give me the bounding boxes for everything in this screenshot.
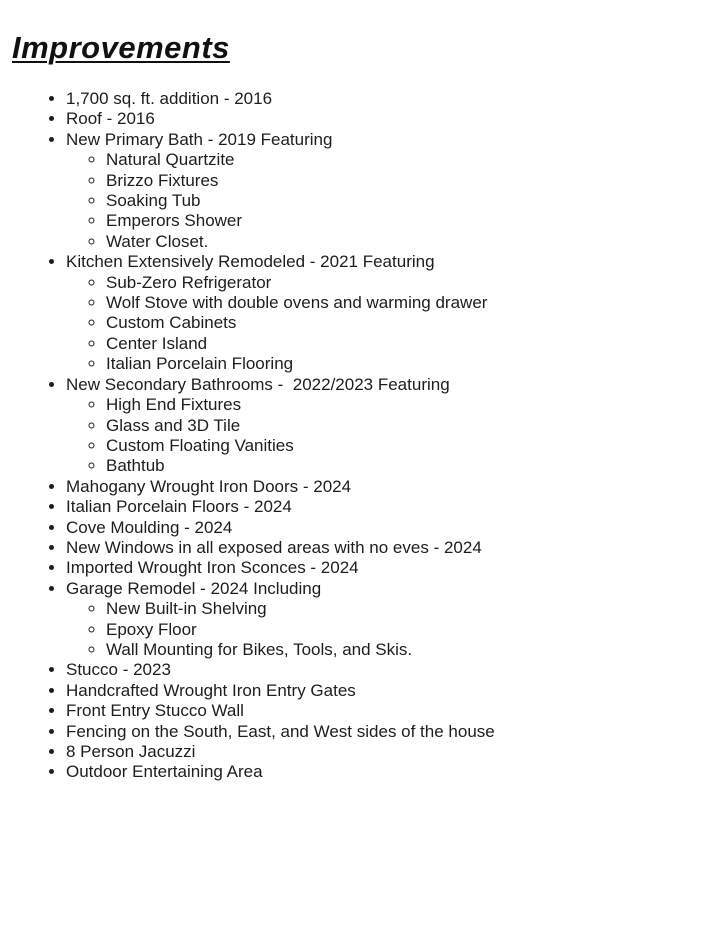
list-item-label: Cove Moulding - 2024 (66, 517, 233, 537)
list-item (66, 518, 718, 538)
list-item-label: New Secondary Bathrooms - 2022/2023 Featuring (66, 374, 450, 394)
sub-list-item-label: Natural Quartzite (106, 150, 235, 170)
sub-list-item (106, 395, 718, 415)
list-item (66, 375, 718, 477)
list-item (66, 660, 718, 680)
sub-list-item (106, 273, 718, 293)
list-item-label: Stucco - 2023 (66, 660, 171, 680)
list-item (66, 742, 718, 762)
sub-list-item (106, 211, 718, 231)
list-item (66, 722, 718, 742)
sub-list-item (106, 313, 718, 333)
sub-list-item-label: Soaking Tub (106, 191, 201, 211)
sub-list-item-label: Epoxy Floor (106, 619, 197, 639)
list-item (66, 497, 718, 517)
sub-list (66, 150, 718, 252)
sub-list-item (106, 599, 718, 619)
list-item (66, 701, 718, 721)
sub-list (66, 395, 718, 477)
improvements-list (0, 89, 718, 783)
list-item-label: 8 Person Jacuzzi (66, 742, 196, 761)
sub-list-item (106, 150, 718, 170)
list-item-label: Handcrafted Wrought Iron Entry Gates (66, 680, 356, 700)
sub-list-item-label: Custom Floating Vanities (106, 435, 294, 455)
list-item (66, 89, 718, 109)
list-item-label: Garage Remodel - 2024 Including (66, 578, 322, 598)
sub-list (66, 599, 718, 660)
sub-list-item (106, 293, 718, 313)
sub-list-item (106, 436, 718, 456)
sub-list-item-label: Glass and 3D Tile (106, 415, 241, 435)
page-title: Improvements (12, 30, 230, 65)
sub-list-item (106, 416, 718, 436)
sub-list-item (106, 620, 718, 640)
document-page (0, 30, 718, 947)
list-item-label: Front Entry Stucco Wall (66, 701, 244, 721)
list-item-label: Kitchen Extensively Remodeled - 2021 Featuring (66, 252, 435, 272)
sub-list-item-label: Emperors Shower (106, 211, 243, 231)
list-item-label: Imported Wrought Iron Sconces - 2024 (66, 558, 359, 578)
sub-list-item (106, 334, 718, 354)
list-item (66, 762, 718, 782)
sub-list (66, 273, 718, 375)
list-item-label: Fencing on the South, East, and West sides of the house (66, 721, 495, 741)
sub-list-item-label: Center Island (106, 333, 208, 353)
list-item-label: New Windows in all exposed areas with no eves - 2024 (66, 537, 482, 557)
list-item (66, 130, 718, 252)
list-item (66, 579, 718, 661)
sub-list-item-label: Brizzo Fixtures (106, 170, 219, 190)
sub-list-item (106, 232, 718, 252)
list-item-label: Roof - 2016 (66, 109, 155, 129)
sub-list-item (106, 191, 718, 211)
sub-list-item (106, 354, 718, 374)
sub-list-item (106, 171, 718, 191)
sub-list-item-label: Custom Cabinets (106, 313, 237, 333)
list-item (66, 681, 718, 701)
sub-list-item-label: Sub-Zero Refrigerator (106, 272, 272, 292)
sub-list-item-label: New Built-in Shelving (106, 599, 267, 619)
list-item-label: Mahogany Wrought Iron Doors - 2024 (66, 476, 352, 496)
sub-list-item (106, 456, 718, 476)
list-item (66, 558, 718, 578)
sub-list-item (106, 640, 718, 660)
list-item-label: New Primary Bath - 2019 Featuring (66, 129, 333, 149)
list-item-label: Outdoor Entertaining Area (66, 762, 263, 782)
list-item (66, 477, 718, 497)
list-item-label: 1,700 sq. ft. addition - 2016 (66, 89, 273, 108)
list-item-label: Italian Porcelain Floors - 2024 (66, 497, 292, 517)
list-item (66, 109, 718, 129)
sub-list-item-label: Wolf Stove with double ovens and warming drawer (106, 293, 488, 313)
list-item (66, 538, 718, 558)
list-item (66, 252, 718, 374)
sub-list-item-label: Italian Porcelain Flooring (106, 354, 294, 374)
sub-list-item-label: Wall Mounting for Bikes, Tools, and Skis. (106, 639, 413, 659)
sub-list-item-label: Water Closet. (106, 231, 209, 251)
sub-list-item-label: High End Fixtures (106, 395, 242, 415)
sub-list-item-label: Bathtub (106, 456, 165, 476)
